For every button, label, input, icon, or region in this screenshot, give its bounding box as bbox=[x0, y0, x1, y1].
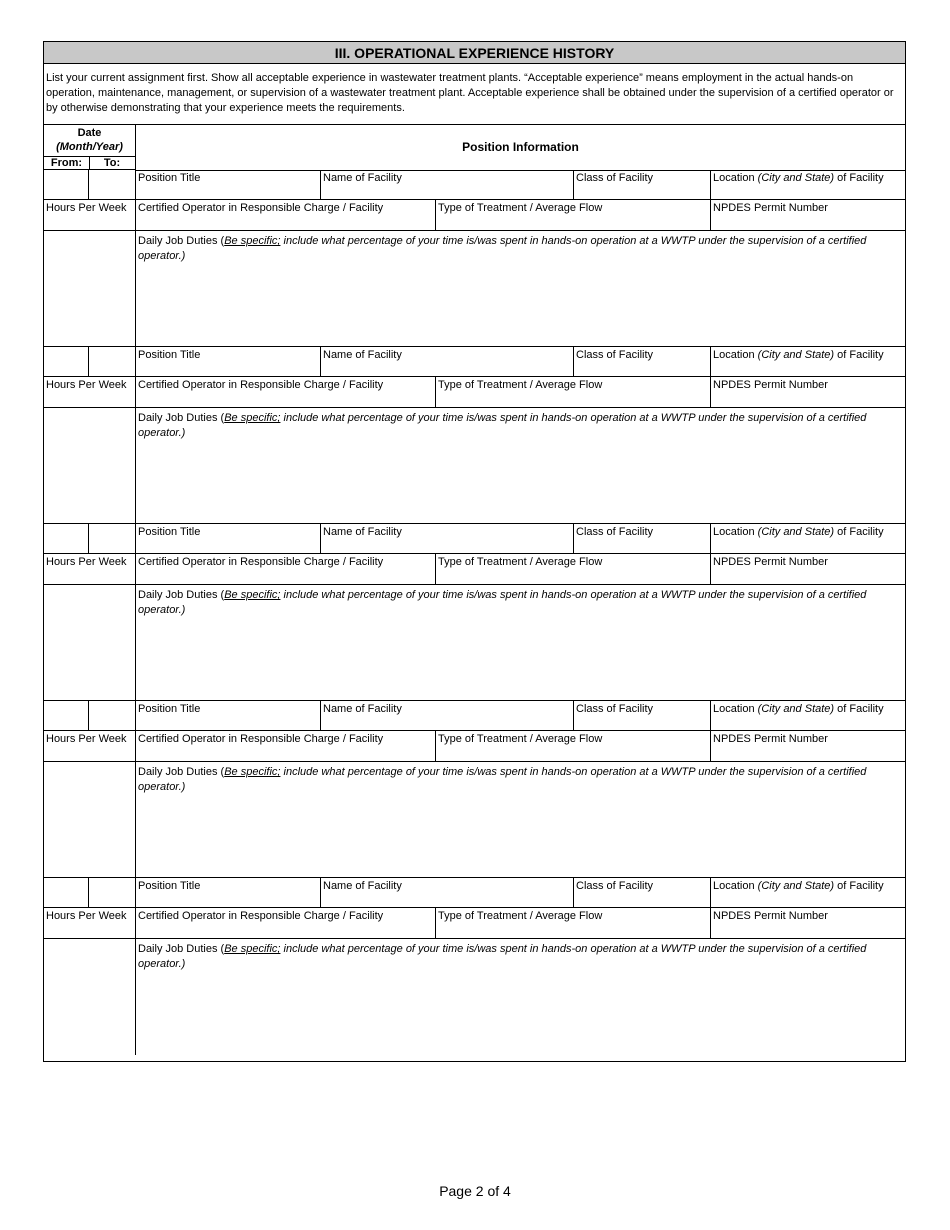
daily-job-duties-field[interactable] bbox=[136, 585, 905, 701]
certified-operator-field[interactable]: Certified Operator in Responsible Charge / Facility bbox=[136, 908, 436, 939]
position-title-field[interactable]: Position Title bbox=[136, 878, 321, 908]
facility-name-field[interactable]: Name of Facility bbox=[321, 347, 574, 377]
location-label-start: Location bbox=[713, 172, 758, 184]
location-label-end: of Facility bbox=[834, 703, 884, 715]
experience-entry bbox=[44, 878, 905, 1055]
duties-label-end: include what percentage of your time is/was spent in hands-on operation at a WWTP under the supervision of a certified operator.) bbox=[138, 766, 867, 793]
experience-form bbox=[43, 41, 906, 1062]
duties-label-emphasis: Be specific; bbox=[224, 235, 281, 247]
location-label-city-state: (City and State) bbox=[757, 703, 835, 715]
to-date-field[interactable] bbox=[89, 347, 136, 377]
to-date-field[interactable] bbox=[89, 170, 136, 200]
duties-spacer bbox=[44, 231, 136, 347]
duties-spacer bbox=[44, 408, 136, 524]
facility-location-field[interactable] bbox=[711, 524, 905, 554]
facility-class-field[interactable]: Class of Facility bbox=[574, 170, 711, 200]
to-date-field[interactable] bbox=[89, 524, 136, 554]
location-label-city-state: (City and State) bbox=[757, 880, 835, 892]
duties-label-start: Daily Job Duties ( bbox=[138, 943, 225, 955]
facility-class-field[interactable]: Class of Facility bbox=[574, 347, 711, 377]
experience-entry bbox=[44, 701, 905, 878]
from-date-field[interactable] bbox=[44, 701, 89, 731]
location-label-start: Location bbox=[713, 703, 758, 715]
facility-location-field[interactable] bbox=[711, 347, 905, 377]
daily-job-duties-field[interactable] bbox=[136, 231, 905, 347]
location-label-end: of Facility bbox=[834, 526, 884, 538]
from-date-field[interactable] bbox=[44, 347, 89, 377]
facility-name-field[interactable]: Name of Facility bbox=[321, 524, 574, 554]
hours-per-week-field[interactable]: Hours Per Week bbox=[44, 554, 136, 585]
certified-operator-field[interactable]: Certified Operator in Responsible Charge / Facility bbox=[136, 731, 436, 762]
position-title-field[interactable]: Position Title bbox=[136, 347, 321, 377]
duties-label-emphasis: Be specific; bbox=[224, 943, 281, 955]
duties-label-end: include what percentage of your time is/was spent in hands-on operation at a WWTP under the supervision of a certified operator.) bbox=[138, 235, 867, 262]
location-label-end: of Facility bbox=[834, 880, 884, 892]
duties-label-emphasis: Be specific; bbox=[224, 766, 281, 778]
treatment-type-field[interactable]: Type of Treatment / Average Flow bbox=[436, 200, 711, 231]
from-label: From: bbox=[44, 157, 90, 169]
duties-label-start: Daily Job Duties ( bbox=[138, 235, 225, 247]
certified-operator-field[interactable]: Certified Operator in Responsible Charge / Facility bbox=[136, 200, 436, 231]
daily-job-duties-field[interactable] bbox=[136, 408, 905, 524]
certified-operator-field[interactable]: Certified Operator in Responsible Charge / Facility bbox=[136, 377, 436, 408]
npdes-permit-field[interactable]: NPDES Permit Number bbox=[711, 200, 905, 231]
hours-per-week-field[interactable]: Hours Per Week bbox=[44, 377, 136, 408]
from-to-header bbox=[44, 156, 136, 170]
treatment-type-field[interactable]: Type of Treatment / Average Flow bbox=[436, 908, 711, 939]
duties-spacer bbox=[44, 762, 136, 878]
instructions-text: List your current assignment first. Show all acceptable experience in wastewater treatment plants. “Acceptable experience” means employment in the actual hands-on operation, maintenance, management, or supervision of a wastewater treatment plant. Acceptable experience shall be obtained under the supervision of a certified operator or by otherwise demonstrating that your experience meets the requirements. bbox=[44, 64, 905, 125]
experience-entry bbox=[44, 170, 905, 347]
facility-location-field[interactable] bbox=[711, 170, 905, 200]
position-title-field[interactable]: Position Title bbox=[136, 524, 321, 554]
to-date-field[interactable] bbox=[89, 878, 136, 908]
duties-label-end: include what percentage of your time is/was spent in hands-on operation at a WWTP under the supervision of a certified operator.) bbox=[138, 943, 867, 970]
location-label-start: Location bbox=[713, 349, 758, 361]
position-title-field[interactable]: Position Title bbox=[136, 701, 321, 731]
duties-spacer bbox=[44, 585, 136, 701]
certified-operator-field[interactable]: Certified Operator in Responsible Charge / Facility bbox=[136, 554, 436, 585]
location-label-city-state: (City and State) bbox=[757, 172, 835, 184]
duties-label-start: Daily Job Duties ( bbox=[138, 412, 225, 424]
location-label-city-state: (City and State) bbox=[757, 526, 835, 538]
date-header-subtitle: (Month/Year) bbox=[56, 141, 123, 153]
duties-label-end: include what percentage of your time is/was spent in hands-on operation at a WWTP under the supervision of a certified operator.) bbox=[138, 589, 867, 616]
npdes-permit-field[interactable]: NPDES Permit Number bbox=[711, 554, 905, 585]
location-label-end: of Facility bbox=[834, 172, 884, 184]
to-date-field[interactable] bbox=[89, 701, 136, 731]
to-label: To: bbox=[103, 157, 121, 169]
facility-class-field[interactable]: Class of Facility bbox=[574, 524, 711, 554]
duties-label-emphasis: Be specific; bbox=[224, 589, 281, 601]
facility-name-field[interactable]: Name of Facility bbox=[321, 170, 574, 200]
date-header-title: Date bbox=[77, 127, 102, 139]
location-label-end: of Facility bbox=[834, 349, 884, 361]
position-title-field[interactable]: Position Title bbox=[136, 170, 321, 200]
facility-location-field[interactable] bbox=[711, 701, 905, 731]
from-date-field[interactable] bbox=[44, 524, 89, 554]
date-header bbox=[44, 125, 136, 156]
location-label-start: Location bbox=[713, 526, 758, 538]
from-date-field[interactable] bbox=[44, 170, 89, 200]
duties-label-start: Daily Job Duties ( bbox=[138, 589, 225, 601]
location-label-city-state: (City and State) bbox=[757, 349, 835, 361]
npdes-permit-field[interactable]: NPDES Permit Number bbox=[711, 731, 905, 762]
treatment-type-field[interactable]: Type of Treatment / Average Flow bbox=[436, 554, 711, 585]
daily-job-duties-field[interactable] bbox=[136, 762, 905, 878]
facility-class-field[interactable]: Class of Facility bbox=[574, 878, 711, 908]
section-title: III. OPERATIONAL EXPERIENCE HISTORY bbox=[44, 42, 905, 64]
facility-name-field[interactable]: Name of Facility bbox=[321, 701, 574, 731]
from-date-field[interactable] bbox=[44, 878, 89, 908]
hours-per-week-field[interactable]: Hours Per Week bbox=[44, 908, 136, 939]
hours-per-week-field[interactable]: Hours Per Week bbox=[44, 200, 136, 231]
position-information-header: Position Information bbox=[462, 140, 579, 154]
treatment-type-field[interactable]: Type of Treatment / Average Flow bbox=[436, 731, 711, 762]
experience-entry bbox=[44, 524, 905, 701]
duties-label-start: Daily Job Duties ( bbox=[138, 766, 225, 778]
location-label-start: Location bbox=[713, 880, 758, 892]
experience-entry bbox=[44, 347, 905, 524]
page-number: Page 2 of 4 bbox=[439, 1183, 511, 1199]
npdes-permit-field[interactable]: NPDES Permit Number bbox=[711, 908, 905, 939]
facility-location-field[interactable] bbox=[711, 878, 905, 908]
duties-spacer bbox=[44, 939, 136, 1055]
treatment-type-field[interactable]: Type of Treatment / Average Flow bbox=[436, 377, 711, 408]
npdes-permit-field[interactable]: NPDES Permit Number bbox=[711, 377, 905, 408]
daily-job-duties-field[interactable] bbox=[136, 939, 905, 1055]
duties-label-emphasis: Be specific; bbox=[224, 412, 281, 424]
hours-per-week-field[interactable]: Hours Per Week bbox=[44, 731, 136, 762]
facility-name-field[interactable]: Name of Facility bbox=[321, 878, 574, 908]
facility-class-field[interactable]: Class of Facility bbox=[574, 701, 711, 731]
duties-label-end: include what percentage of your time is/was spent in hands-on operation at a WWTP under the supervision of a certified operator.) bbox=[138, 412, 867, 439]
